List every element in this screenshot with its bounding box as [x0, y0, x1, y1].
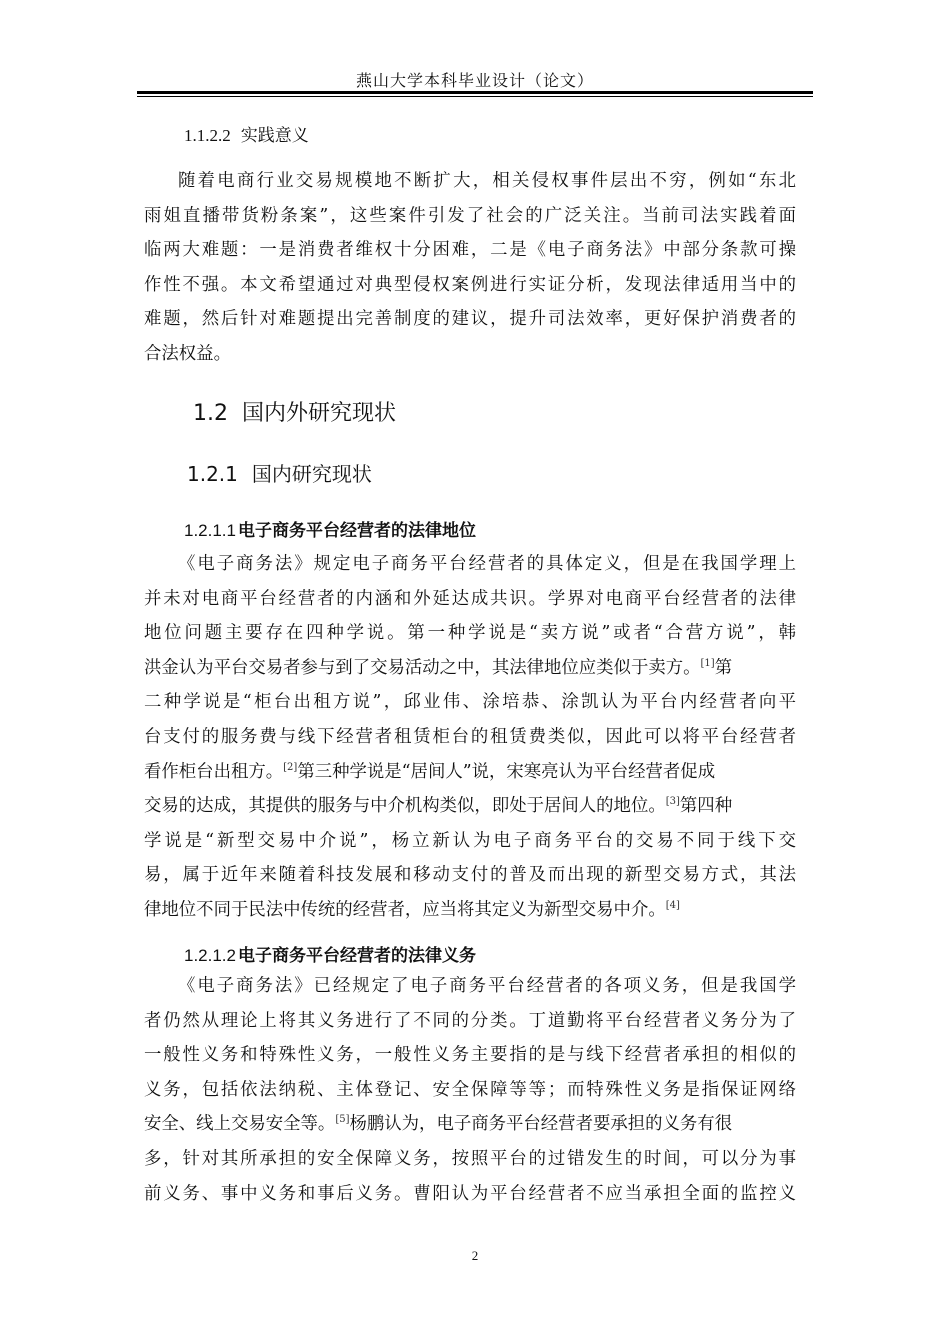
text-line: 临两大难题：一是消费者维权十分困难，二是《电子商务法》中部分条款可操 [144, 240, 796, 261]
text-line: 一般性义务和特殊性义务，一般性义务主要指的是与线下经营者承担的相似的 [144, 1045, 796, 1066]
text-line: 学说是“新型交易中介说”，杨立新认为电子商务平台的交易不同于线下交 [144, 830, 796, 851]
paragraph-practical-significance [144, 164, 796, 372]
citation-ref[interactable]: [4] [665, 899, 680, 911]
citation-ref[interactable]: [3] [665, 796, 680, 808]
citation-ref[interactable]: [1] [700, 657, 715, 669]
text-line: 合法权益。 [144, 343, 231, 364]
text-line: 雨姐直播带货粉条案”，这些案件引发了社会的广泛关注。当前司法实践着面 [144, 205, 796, 226]
page-number: 2 [471, 1248, 479, 1263]
text-line: 多，针对其所承担的安全保障义务，按照平台的过错发生的时间，可以分为事 [144, 1148, 796, 1169]
text-line: 者仍然从理论上将其义务进行了不同的分类。丁道勤将平台经营者义务分为了 [144, 1010, 796, 1031]
text-line: 义务，包括依法纳税、主体登记、安全保障等等；而特殊性义务是指保证网络 [144, 1079, 796, 1100]
text-line: 看作柜台出租方。[2]第三种学说是“居间人”说，宋寒亮认为平台经营者促成 [144, 761, 716, 782]
text-line: 地位问题主要存在四种学说。第一种学说是“卖方说”或者“合营方说”，韩 [144, 623, 796, 644]
text-line: 交易的达成，其提供的服务与中介机构类似，即处于居间人的地位。[3]第四种 [144, 796, 733, 817]
heading-1-1-2-2: 1.1.2.2 实践意义 [184, 126, 309, 146]
text-line: 安全、线上交易安全等。[5]杨鹏认为，电子商务平台经营者要承担的义务有很 [144, 1114, 733, 1135]
text-line: 易，属于近年来随着科技发展和移动支付的普及而出现的新型交易方式，其法 [144, 865, 796, 886]
text-line: 二种学说是“柜台出租方说”，邱业伟、涂培恭、涂凯认为平台内经营者向平 [144, 692, 796, 713]
text-line: 作性不强。本文希望通过对典型侵权案例进行实证分析，发现法律适用当中的 [144, 274, 796, 295]
heading-1-2-1: 1.2.1 国内研究现状 [187, 462, 372, 486]
paragraph-legal-obligations [144, 969, 796, 1211]
heading-1-2: 1.2 国内外研究现状 [193, 401, 397, 426]
citation-ref[interactable]: [5] [335, 1114, 350, 1126]
header-rule-thin [137, 96, 813, 97]
text-line: 难题，然后针对难题提出完善制度的建议，提升司法效率，更好保护消费者的 [144, 309, 796, 330]
text-line: 洪金认为平台交易者参与到了交易活动之中，其法律地位应类似于卖方。[1]第 [144, 657, 733, 678]
text-line: 《电子商务法》规定电子商务平台经营者的具体定义，但是在我国学理上 [178, 554, 796, 574]
text-line: 台支付的服务费与线下经营者租赁柜台的租赁费类似，因此可以将平台经营者 [144, 726, 796, 747]
text-line: 并未对电商平台经营者的内涵和外延达成共识。学界对电商平台经营者的法律 [144, 588, 796, 609]
citation-ref[interactable]: [2] [283, 761, 298, 773]
text-line: 随着电商行业交易规模地不断扩大，相关侵权事件层出不穷，例如“东北 [178, 171, 796, 191]
text-line: 前义务、事中义务和事后义务。曹阳认为平台经营者不应当承担全面的监控义 [144, 1183, 796, 1204]
heading-1-2-1-1: 1.2.1.1 电子商务平台经营者的法律地位 [184, 521, 476, 541]
paragraph-legal-status [144, 547, 796, 928]
header-title: 燕山大学本科毕业设计（论文） [355, 71, 594, 90]
header-rule [137, 91, 813, 94]
text-line: 《电子商务法》已经规定了电子商务平台经营者的各项义务，但是我国学 [178, 976, 796, 996]
text-line: 律地位不同于民法中传统的经营者，应当将其定义为新型交易中介。[4] [144, 899, 680, 920]
heading-1-2-1-2: 1.2.1.2 电子商务平台经营者的法律义务 [184, 946, 476, 966]
